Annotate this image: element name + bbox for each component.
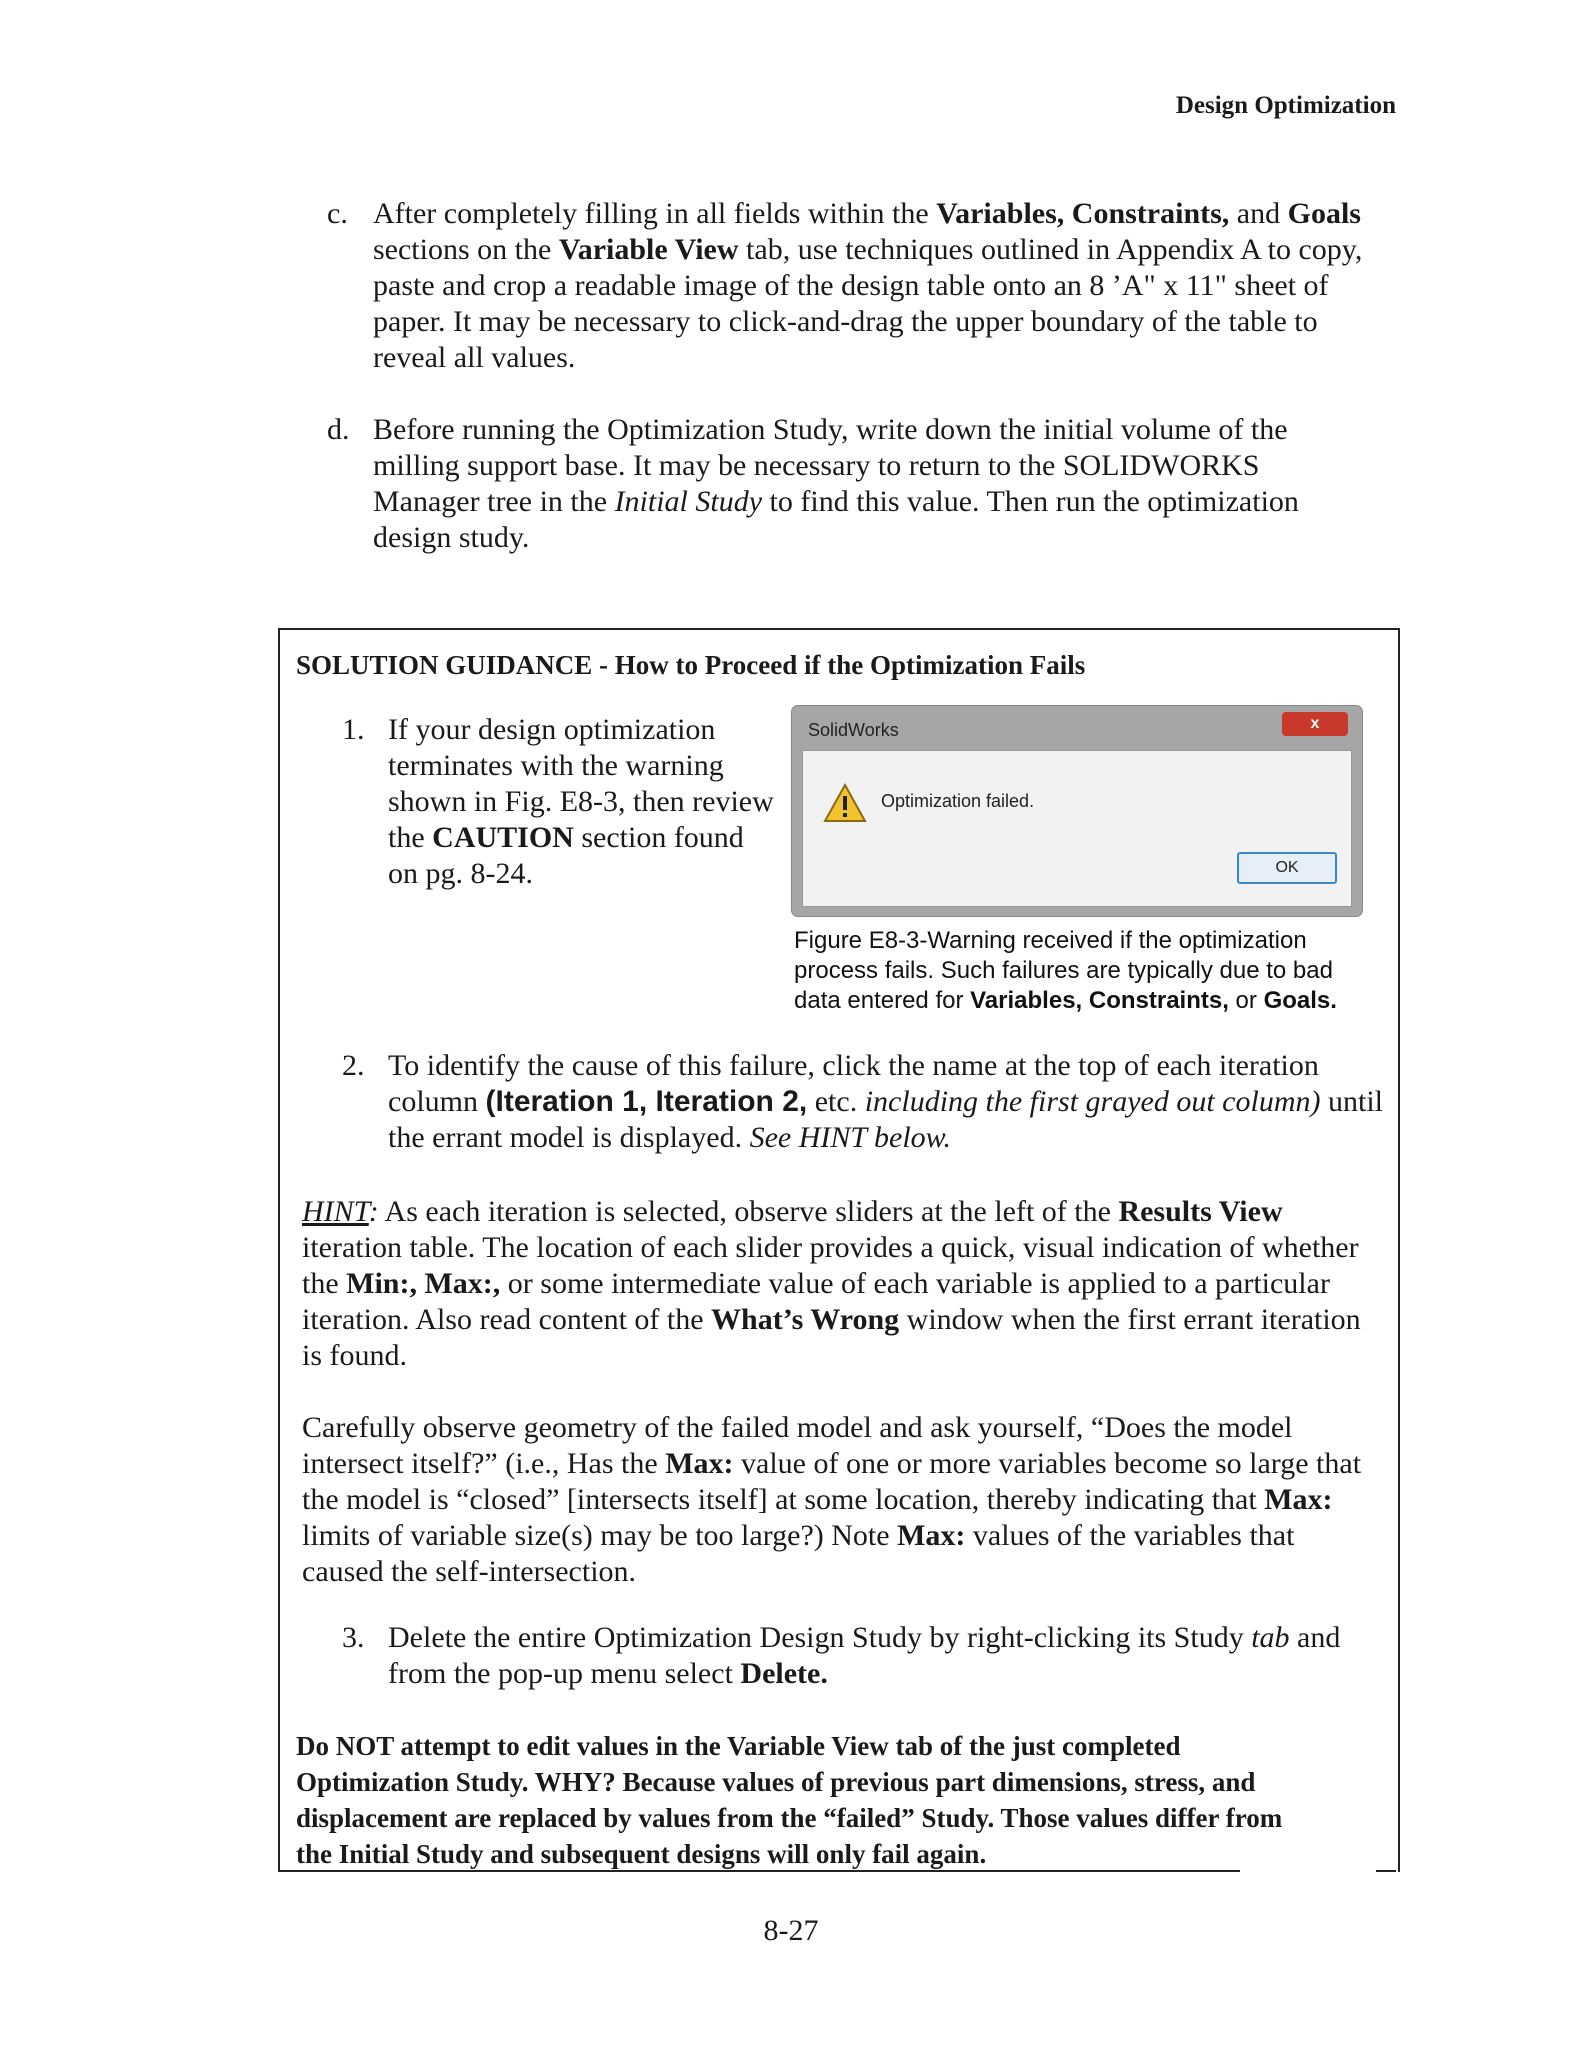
step-c-text: After completely filling in all fields within the Variables, Constraints, and Goals sections on the Variable View tab, use techniques outlined in Appendix A to copy, paste and crop a readable image of the design table onto an 8 ’A" x 11" sheet of paper. It may be necessary to click-and-drag the upper boundary of the table to reveal all values.: [373, 197, 1363, 374]
running-header: Design Optimization: [1175, 92, 1396, 119]
warning-icon: [823, 783, 867, 823]
box-bottom-border-end: [1376, 1870, 1396, 1872]
guidance-item-2-text: To identify the cause of this failure, click the name at the top of each iteration column (Iteration 1, Iteration 2, etc. including the first grayed out column) until the errant model is displayed. See HINT below.: [388, 1049, 1383, 1154]
hint-paragraph: HINT: As each iteration is selected, observe sliders at the left of the Results View iteration table. The location of each slider provides a quick, visual indication of whether the Min:, Max:, or some intermediate value of each variable is applied to a particular iteration. Also read content of the What’s Wrong window when the first errant iteration is found.: [302, 1195, 1361, 1372]
guidance-item-1-text: If your design optimization terminates with the warning shown in Fig. E8-3, then review the CAUTION section found on pg. 8-24.: [388, 713, 774, 890]
hint-label: HINT: [302, 1195, 369, 1228]
dialog-close-button[interactable]: x: [1282, 712, 1348, 736]
guidance-item-3-text: Delete the entire Optimization Design Study by right-clicking its Study tab and from the pop-up menu select Delete.: [388, 1621, 1341, 1690]
dialog-body: [802, 750, 1352, 907]
guidance-item-2-number: 2.: [342, 1049, 365, 1082]
figure-caption: Figure E8-3-Warning received if the optimization process fails. Such failures are typically due to bad data entered for Variables, Constraints, or Goals.: [794, 927, 1337, 1014]
box-bottom-border: [278, 1870, 1240, 1872]
dialog-message: Optimization failed.: [881, 791, 1035, 811]
dialog-ok-button[interactable]: OK: [1237, 852, 1337, 884]
guidance-item-1-number: 1.: [342, 713, 365, 746]
guidance-title: SOLUTION GUIDANCE - How to Proceed if the Optimization Fails: [296, 650, 1086, 680]
guidance-item-3-number: 3.: [342, 1621, 365, 1654]
optimization-failed-dialog: [792, 706, 1362, 916]
dialog-title: SolidWorks: [808, 720, 899, 740]
step-c-marker: c.: [327, 197, 348, 230]
solution-guidance-box: [278, 628, 1400, 1872]
step-d-marker: d.: [327, 413, 350, 446]
page-number: 8-27: [763, 1914, 819, 1947]
dialog-title-bar: [792, 706, 1362, 746]
observe-paragraph: Carefully observe geometry of the failed model and ask yourself, “Does the model intersect itself?” (i.e., Has the Max: value of one or more variables become so large that the model is “closed” [intersects itself] at some location, thereby indicating that Max: limits of variable size(s) may be too large?) Note Max: values of the variables that caused the self-intersection.: [302, 1411, 1362, 1588]
step-d-text: Before running the Optimization Study, write down the initial volume of the milling support base. It may be necessary to return to the SOLIDWORKS Manager tree in the Initial Study to find this value. Then run the optimization design study.: [373, 413, 1299, 554]
warning-paragraph: Do NOT attempt to edit values in the Variable View tab of the just completed Optimization Study. WHY? Because values of previous part dimensions, stress, and displacement are replaced by values from the “failed” Study. Those values differ from the Initial Study and subsequent designs will only fail again.: [296, 1731, 1283, 1869]
